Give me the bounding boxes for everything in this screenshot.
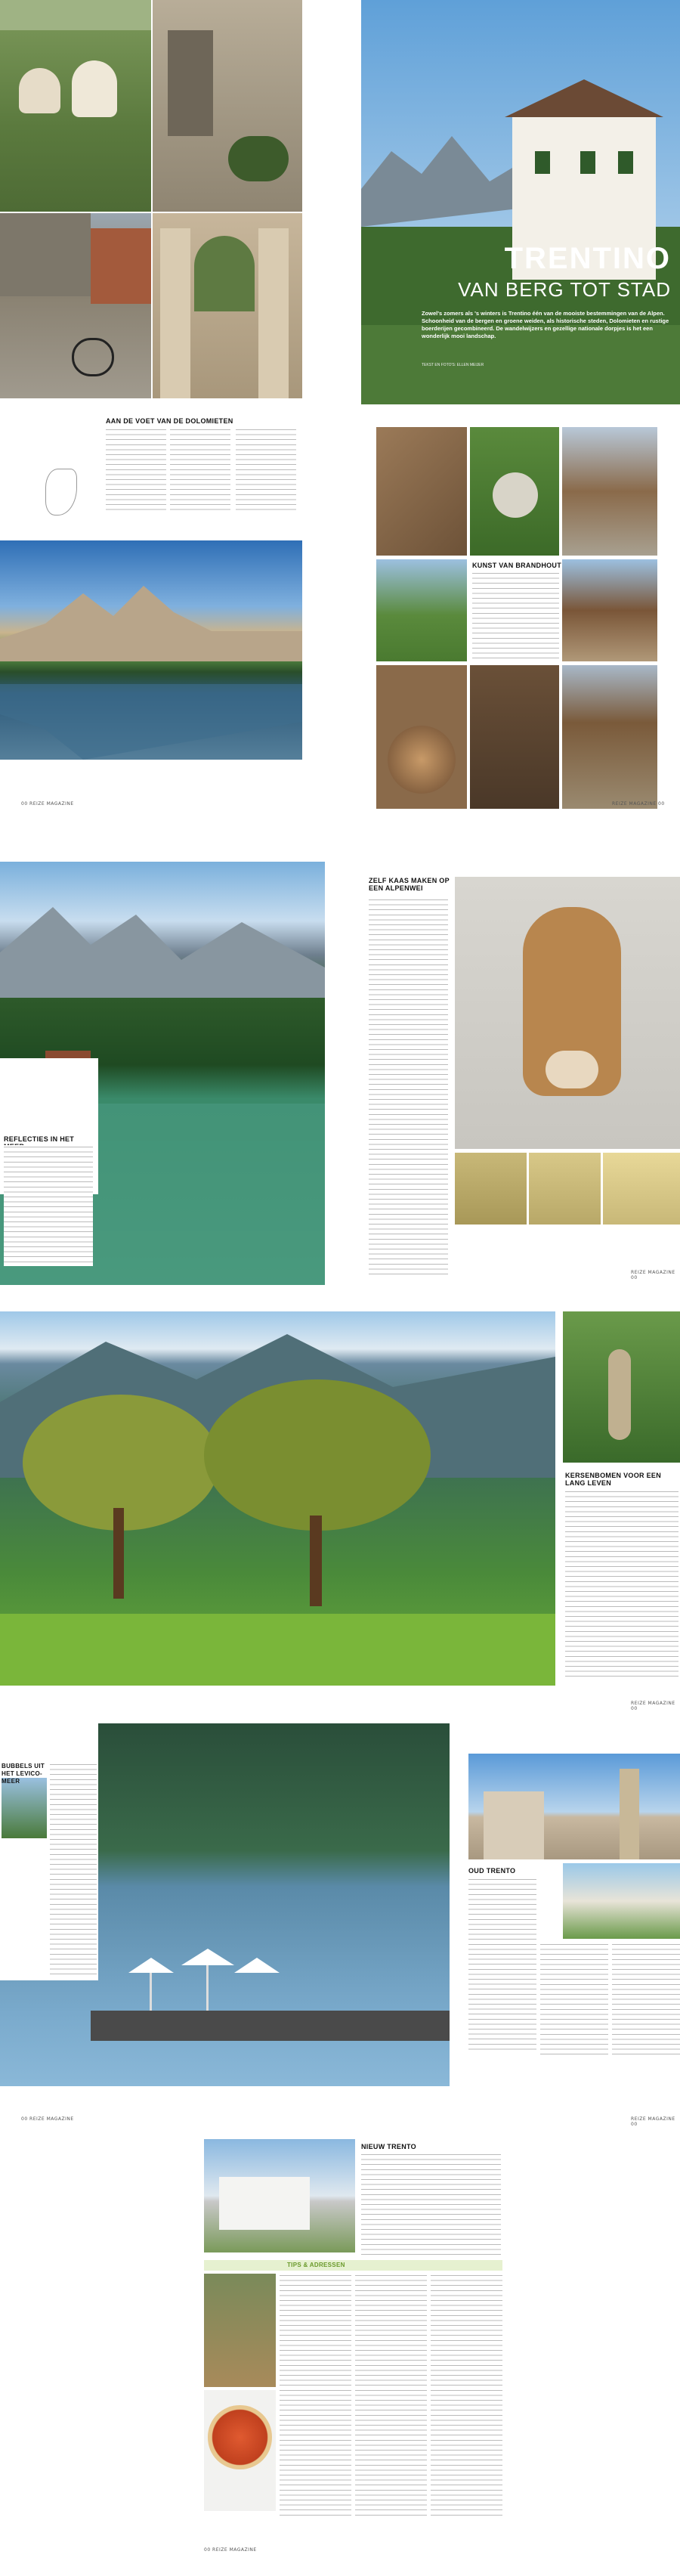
text-column-2 [170, 428, 230, 511]
text-column-3 [236, 428, 296, 511]
folio-right: REIZE MAGAZINE 00 [612, 801, 665, 807]
spread-3 [0, 1311, 680, 1720]
photo-levico-small [2, 1778, 47, 1838]
photo-cherry-trees [0, 1311, 555, 1686]
section-heading-kersenbomen: KERSENBOMEN VOOR EEN LANG LEVEN [565, 1472, 662, 1487]
folio-spread3-right: REIZE MAGAZINE 00 [631, 1701, 675, 1711]
photo-carved-door [470, 665, 559, 809]
section-heading-levico: BUBBELS UIT HET LEVICO-MEER [2, 1763, 45, 1785]
photo-cheese-2 [529, 1153, 601, 1225]
photo-market [204, 2274, 276, 2387]
tips-heading: TIPS & ADRESSEN [287, 2262, 345, 2268]
photo-chalet [562, 559, 657, 661]
folio-spread5-left: 00 REIZE MAGAZINE [204, 2547, 257, 2553]
photo-new-trento [204, 2139, 355, 2252]
section-heading-kaas: ZELF KAAS MAKEN OP EEN ALPENWEI [369, 877, 450, 892]
text-column-oud-trento-2 [540, 1943, 608, 2056]
tips-column-2 [355, 2274, 427, 2516]
text-column-1 [106, 428, 166, 511]
folio-spread4-right: REIZE MAGAZINE 00 [631, 2116, 675, 2127]
photo-cow [455, 877, 680, 1149]
photo-cheese-3 [603, 1153, 680, 1225]
spread-2 [0, 847, 680, 1300]
text-column-levico [50, 1763, 97, 1974]
photo-trento-cathedral [468, 1754, 680, 1859]
photo-cheese-1 [455, 1153, 527, 1225]
photo-meadow-house [376, 559, 467, 661]
page-left [0, 0, 325, 831]
photo-woodpile-circle [376, 665, 467, 809]
folio-left: 00 REIZE MAGAZINE [21, 801, 74, 807]
photo-trentino-hero [361, 0, 680, 404]
photo-farmhouse [562, 427, 657, 556]
text-column-reflecties [4, 1145, 93, 1266]
folio-spread4-left: 00 REIZE MAGAZINE [21, 2116, 74, 2122]
spread-4 [0, 1723, 680, 2139]
section-heading-oud-trento: OUD TRENTO [468, 1867, 516, 1875]
section-heading-reflecties: REFLECTIES IN HET [4, 1135, 75, 1143]
hero-intro: Zowel's zomers als 's winters is Trentino één van de mooiste bestemmingen van de Alpen. Schoonheid van de bergen en groene weiden, als historische steden, Dolomieten en rustige boerderijen gecombineerd. De wandelwijzers en gezellige nationale dorpjes is het een wonderlijk mooi landschap. [422, 310, 669, 339]
spread-1 [0, 0, 680, 831]
photo-barn [562, 665, 657, 809]
section-heading-nieuw-trento: NIEUW TRENTO [361, 2143, 416, 2150]
photo-pizza [204, 2390, 276, 2511]
text-column-nieuw-trento [361, 2153, 501, 2255]
photo-farmer-woman [563, 1311, 680, 1463]
text-column-brandhout [472, 571, 559, 661]
hero-title: TRENTINO [504, 242, 671, 275]
photo-dolomites-lake [0, 540, 302, 760]
hero-subtitle: VAN BERG TOT STAD [458, 278, 671, 301]
hero-credit: TEKST EN FOTO'S: ELLEN MEIJER [422, 363, 484, 367]
text-column-kersenbomen [565, 1490, 678, 1679]
spread-5 [0, 2139, 680, 2576]
photo-trento-villa [563, 1863, 680, 1939]
photo-horses [0, 0, 151, 212]
photo-garden-sculpture [470, 427, 559, 556]
photo-cafe [153, 0, 302, 212]
page-right [355, 0, 680, 831]
section-heading-dolomieten: AAN DE VOET VAN DE DOLOMIETEN [106, 417, 233, 425]
tips-column-1 [280, 2274, 351, 2516]
map-italy-icon [45, 469, 77, 516]
section-heading-brandhout: KUNST VAN BRANDHOUT [472, 562, 562, 569]
text-column-kaas-1 [369, 898, 448, 1276]
text-column-oud-trento-3 [612, 1943, 680, 2056]
photo-street-bike [0, 213, 151, 398]
folio-spread2-right: REIZE MAGAZINE 00 [631, 1270, 675, 1280]
photo-arcade [153, 213, 302, 398]
photo-wood-logs [376, 427, 467, 556]
text-column-oud-trento-1 [468, 1878, 536, 2051]
tips-column-3 [431, 2274, 502, 2516]
